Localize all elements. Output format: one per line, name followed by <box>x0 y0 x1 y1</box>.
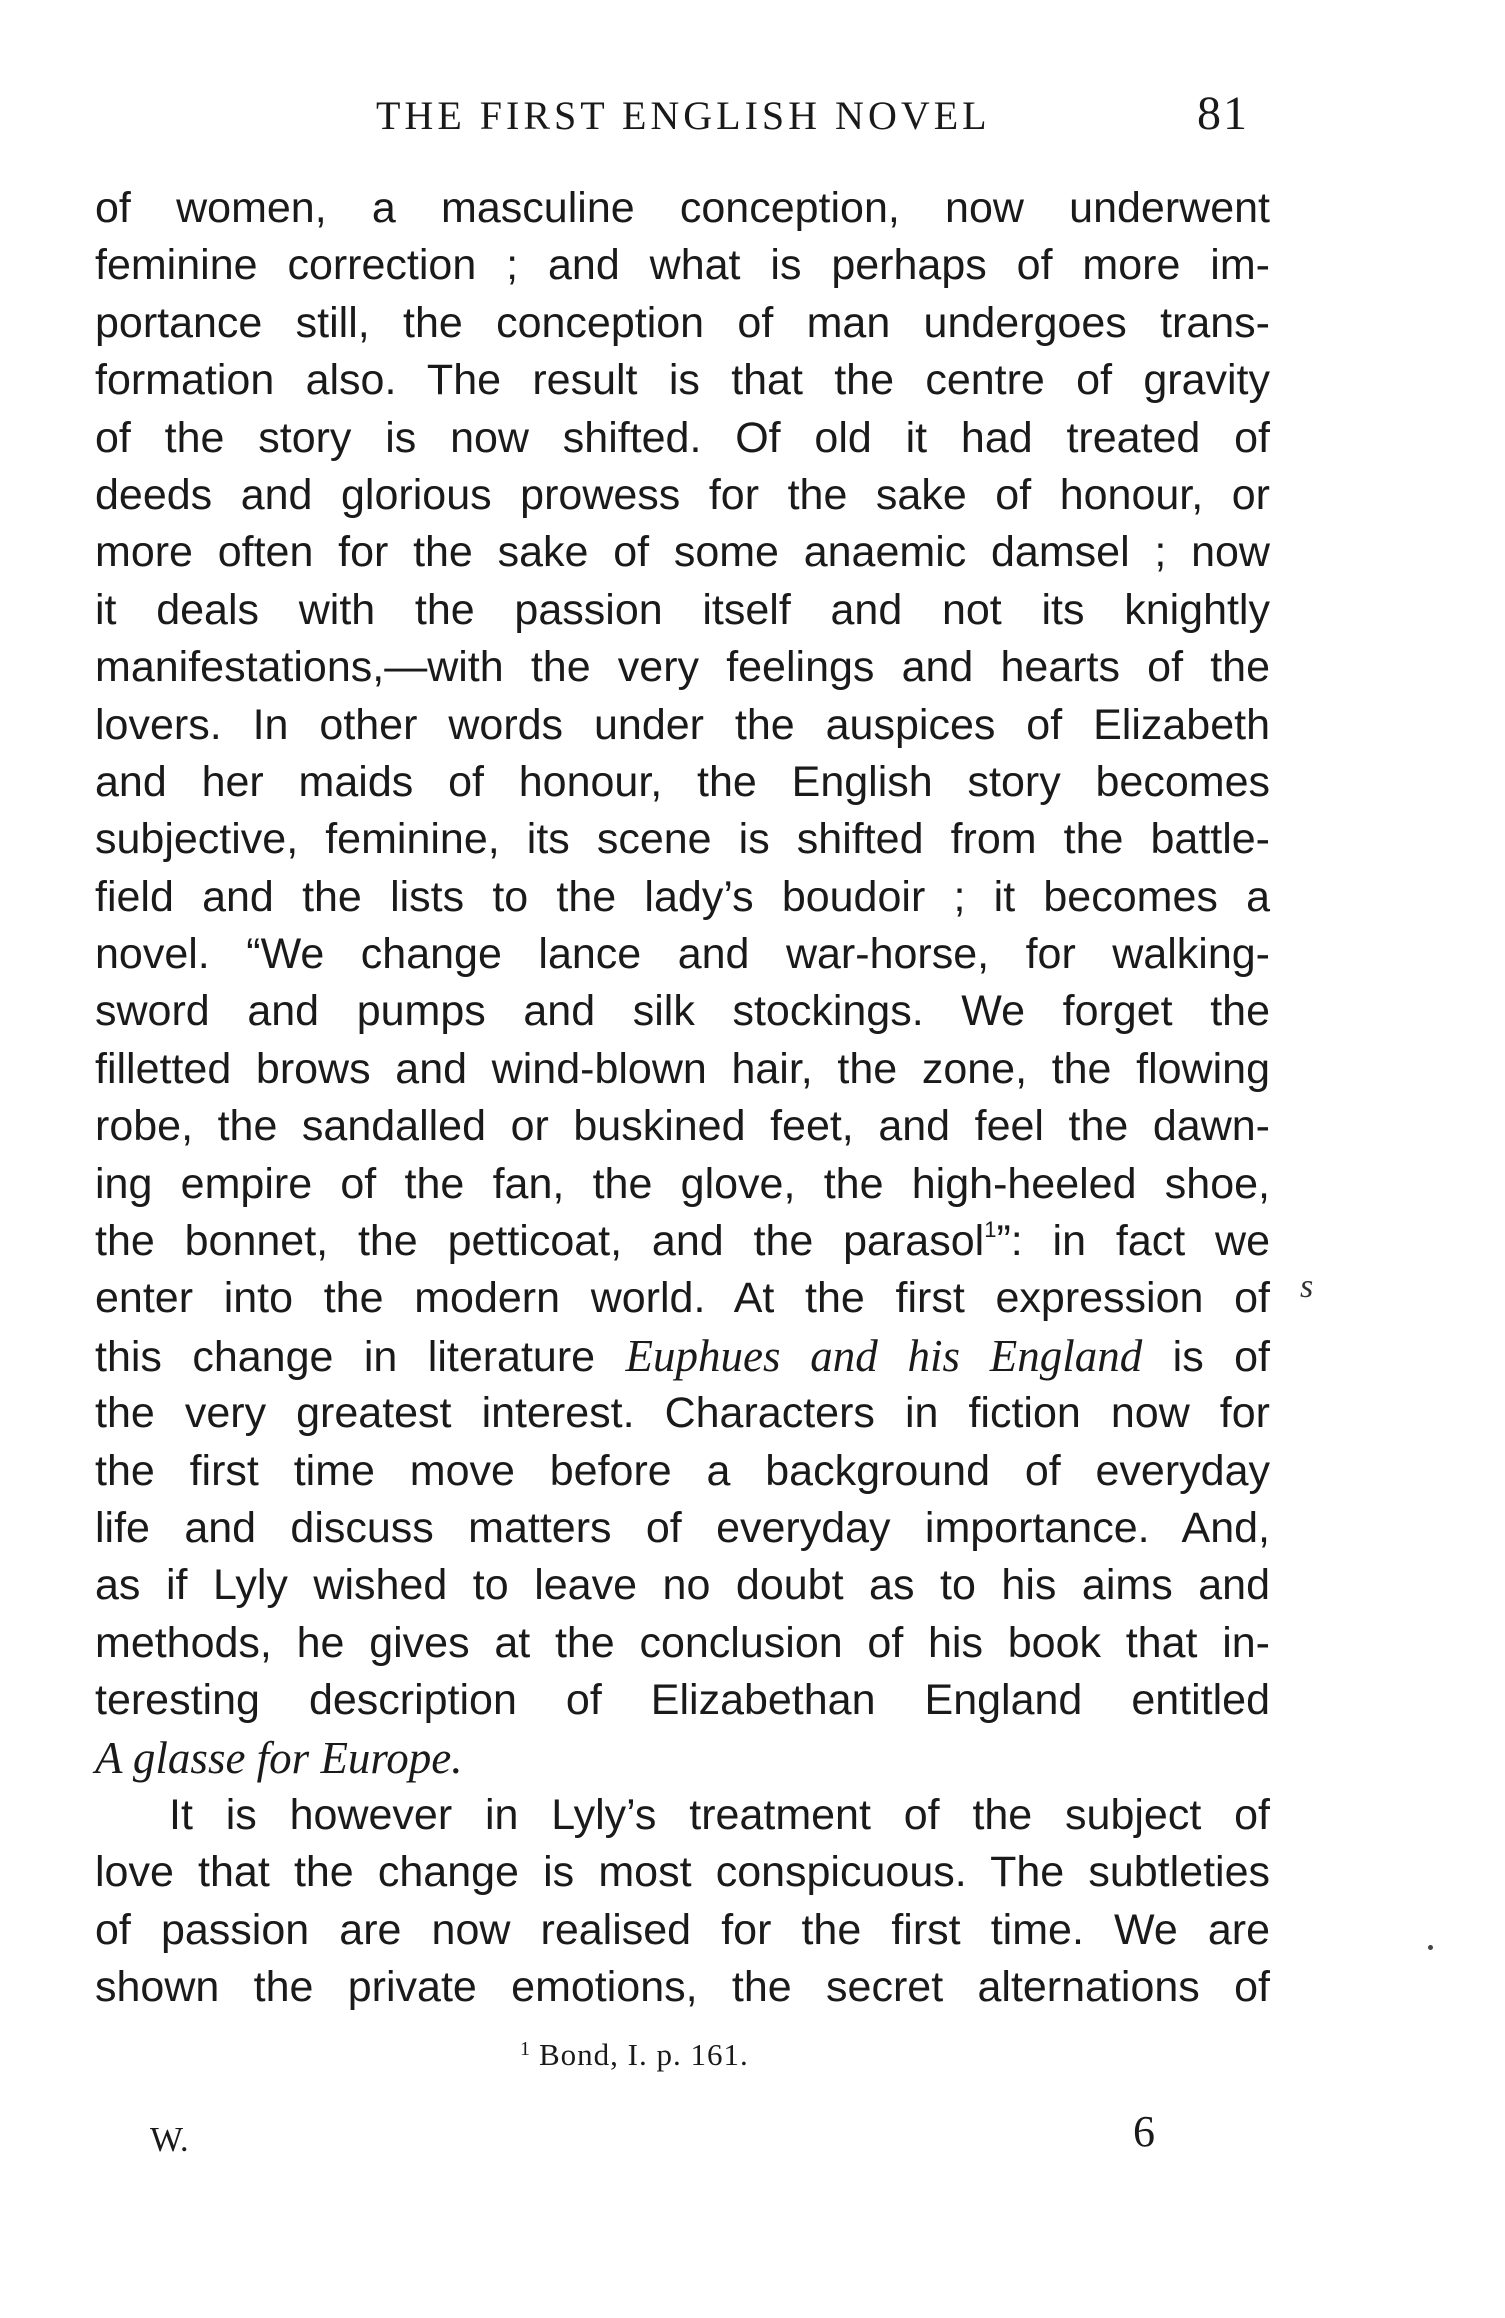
text-line: enter into the modern world. At the first expression of <box>95 1274 1270 1323</box>
text-line: robe, the sandalled or buskined feet, and feel the dawn- <box>95 1102 1270 1151</box>
text-segment: is of <box>1142 1332 1270 1381</box>
text-line: ing empire of the fan, the glove, the high-heeled shoe, <box>95 1159 1270 1208</box>
book-title-line: A glasse for Europe. <box>95 1732 463 1783</box>
text-line: of passion are now realised for the first time. We are <box>95 1905 1270 1954</box>
book-title-italic: Euphues and his England <box>625 1330 1143 1381</box>
text-line: deeds and glorious prowess for the sake of honour, or <box>95 470 1270 519</box>
text-line: filletted brows and wind-blown hair, the zone, the flowing <box>95 1044 1270 1093</box>
text-line-euphues <box>95 1328 1270 1385</box>
gathering-number: 6 <box>1133 2107 1155 2156</box>
text-segment: ”: in fact we <box>996 1217 1271 1266</box>
text-line: sword and pumps and silk stockings. We forget the <box>95 987 1270 1036</box>
text-line: subjective, feminine, its scene is shifted from the battle- <box>95 815 1270 864</box>
text-line-parasol <box>95 1213 1270 1270</box>
text-line: novel. “We change lance and war-horse, for walking- <box>95 930 1270 979</box>
text-line: methods, he gives at the conclusion of his book that in- <box>95 1618 1270 1667</box>
footnote <box>520 2037 749 2073</box>
text-line: formation also. The result is that the centre of gravity <box>95 356 1270 405</box>
text-line: of women, a masculine conception, now underwent <box>95 184 1270 232</box>
body-text <box>95 180 1270 2017</box>
margin-dot <box>1428 1945 1433 1950</box>
text-line: shown the private emotions, the secret alternations of <box>95 1963 1270 2012</box>
text-line: of the story is now shifted. Of old it had treated of <box>95 413 1270 462</box>
footnote-reference: 1 <box>984 1217 997 1243</box>
footnote-number: 1 <box>520 2038 531 2060</box>
text-line: it deals with the passion itself and not its knightly <box>95 585 1270 634</box>
text-line: teresting description of Elizabethan England entitled <box>95 1676 1270 1725</box>
text-line: feminine correction ; and what is perhaps of more im- <box>95 241 1270 290</box>
text-line: love that the change is most conspicuous. The subtleties <box>95 1848 1270 1897</box>
text-line: the very greatest interest. Characters in fiction now for <box>95 1389 1270 1438</box>
signature-mark: W. <box>150 2120 189 2159</box>
text-line: portance still, the conception of man undergoes trans- <box>95 298 1270 347</box>
footnote-text: Bond, I. p. 161. <box>539 2037 749 2072</box>
text-line: as if Lyly wished to leave no doubt as to his aims and <box>95 1561 1270 1610</box>
text-line: lovers. In other words under the auspices of Elizabeth <box>95 700 1270 749</box>
paragraph-start-line: It is however in Lyly’s treatment of the subject of <box>169 1790 1270 1839</box>
text-segment: the bonnet, the petticoat, and the parasol <box>95 1217 985 1266</box>
text-line: more often for the sake of some anaemic damsel ; now <box>95 528 1270 577</box>
text-segment: this change in literature <box>95 1332 626 1381</box>
text-line: and her maids of honour, the English story becomes <box>95 757 1270 806</box>
text-line: manifestations,—with the very feelings and hearts of the <box>95 643 1270 692</box>
running-title: THE FIRST ENGLISH NOVEL <box>376 93 991 138</box>
text-line: life and discuss matters of everyday importance. And, <box>95 1503 1270 1552</box>
text-line: field and the lists to the lady’s boudoir ; it becomes a <box>95 872 1270 921</box>
margin-annotation: s <box>1300 1268 1314 1305</box>
text-line: the first time move before a background of everyday <box>95 1446 1270 1495</box>
page-number: 81 <box>1197 87 1249 140</box>
